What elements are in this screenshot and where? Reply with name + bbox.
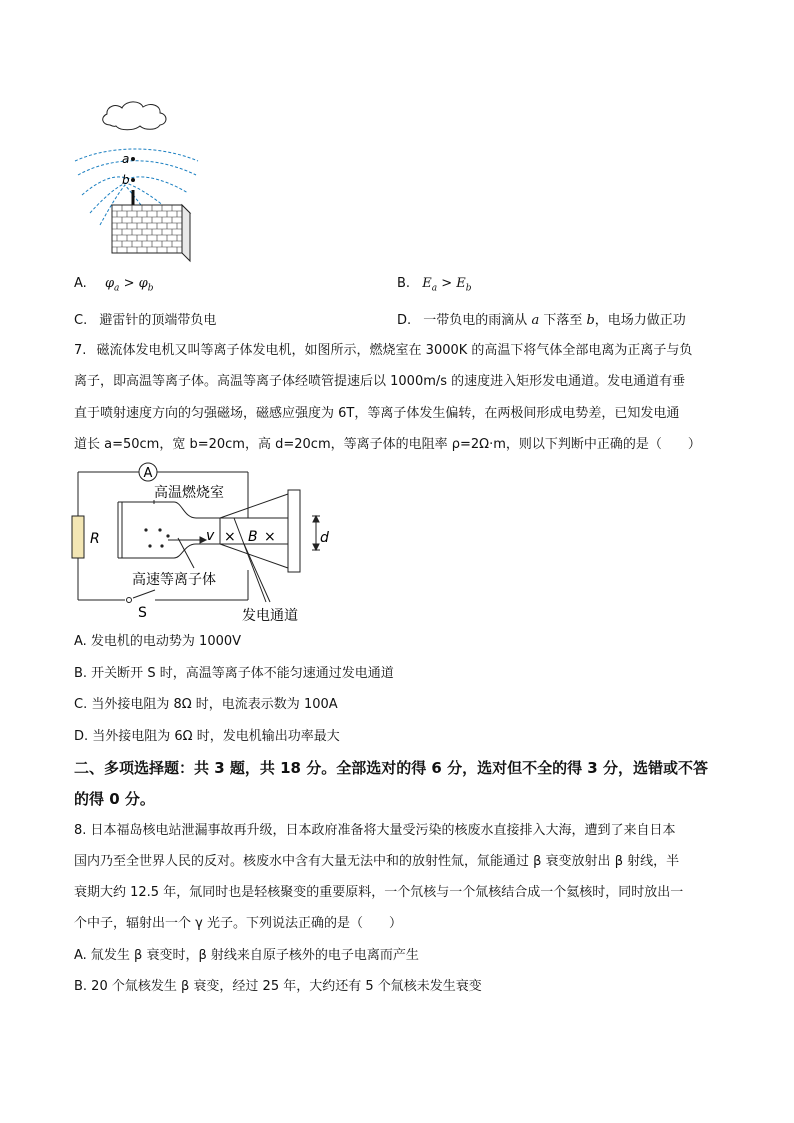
plasma-particles (144, 528, 169, 547)
option-text: 避雷针的顶端带负电 (99, 313, 217, 328)
ammeter-label: A (143, 466, 153, 481)
subscript: a (114, 283, 120, 294)
q7-line-3: 直于喷射速度方向的匀强磁场，磁感应强度为 6T，等离子体发生偏转，在两极间形成电势差，已知发电通 (74, 406, 680, 421)
height-label: d (320, 530, 329, 546)
section-heading-line: 二、多项选择题：共 3 题，共 18 分。全部选对的得 6 分，选对但不全的得 3 分，选错或不答 (74, 759, 708, 777)
phi-symbol: φ (138, 276, 148, 291)
field-cross: × (224, 529, 236, 545)
field-cross: × (264, 529, 276, 545)
subscript: b (465, 283, 472, 294)
switch-label: S (138, 605, 147, 621)
greater-than: > (441, 276, 453, 291)
label-b: b (122, 173, 130, 187)
option-key: B. (397, 276, 411, 291)
q7-line-2: 离子，即高温等离子体。高温等离子体经喷管提速后以 1000m/s 的速度进入矩形发电通道。发电通道有垂 (74, 374, 686, 389)
section-heading-line: 的得 0 分。 (74, 790, 155, 808)
q8-line-2: 国内乃至全世界人民的反对。核废水中含有大量无法中和的放射性氚，氚能通过 β 衰变放射出 β 射线，半 (74, 854, 680, 869)
chamber-label: 高温燃烧室 (154, 485, 224, 501)
option-text: 下落至 (539, 313, 587, 328)
field-label: B (248, 529, 258, 545)
q7-line-1 (74, 341, 692, 361)
q7-option-c[interactable]: C. 当外接电阻为 8Ω 时，电流表示数为 100A (74, 697, 338, 712)
q6-option-a[interactable] (74, 274, 153, 299)
combustion-chamber (118, 502, 220, 558)
velocity-label: v (206, 528, 215, 544)
q7-option-b[interactable]: B. 开关断开 S 时，高温等离子体不能匀速通过发电通道 (74, 666, 394, 681)
q8-option-a[interactable]: A. 氚发生 β 衰变时，β 射线来自原子核外的电子电离而产生 (74, 948, 419, 963)
cloud-icon (103, 102, 166, 130)
resistor-label: R (90, 531, 100, 547)
plasma-leader (178, 538, 194, 568)
question-number: 7. (74, 343, 87, 358)
q8-option-b[interactable]: B. 20 个氚核发生 β 衰变，经过 25 年，大约还有 5 个氚核未发生衰变 (74, 979, 482, 994)
option-text: 一带负电的雨滴从 (423, 313, 532, 328)
point-b (131, 178, 135, 182)
q8-line-4: 个中子，辐射出一个 γ 光子。下列说法正确的是（ ） (74, 916, 402, 931)
q8-line-3: 衰期大约 12.5 年，氚同时也是轻核聚变的重要原料，一个氘核与一个氚核结合成一个氦核时，同时放出一 (74, 885, 684, 900)
point-a (131, 157, 135, 161)
e-symbol: E (456, 276, 466, 291)
q6-option-c[interactable] (74, 311, 216, 331)
option-key: D. (397, 313, 412, 328)
option-text: ，电场力做正功 (594, 313, 686, 328)
phi-symbol: φ (104, 276, 115, 291)
height-arrow (312, 516, 320, 550)
option-key: C. (74, 313, 88, 328)
q7-option-d[interactable]: D. 当外接电阻为 6Ω 时，发电机输出功率最大 (74, 729, 340, 744)
brick-building (112, 205, 190, 261)
e-symbol: E (422, 276, 432, 291)
q8-line-1: 8. 日本福岛核电站泄漏事故再升级，日本政府准备将大量受污染的核废水直接排入大海，遭到了来自日本 (74, 823, 676, 838)
q6-option-b[interactable] (397, 274, 472, 299)
subscript: a (431, 283, 438, 294)
q6-option-d[interactable] (397, 311, 686, 331)
velocity-arrow (168, 537, 206, 543)
var-a: a (531, 313, 540, 328)
subscript: b (147, 283, 154, 294)
section-2-heading (74, 753, 734, 815)
greater-than: > (123, 276, 135, 291)
q7-option-a[interactable]: A. 发电机的电动势为 1000V (74, 634, 242, 649)
mhd-generator-figure (70, 460, 350, 630)
switch-contact (127, 598, 132, 603)
label-a: a (122, 152, 130, 166)
resistor (72, 516, 84, 558)
var-b: b (586, 313, 595, 328)
lightning-rod-figure (70, 95, 210, 265)
plasma-label: 高速等离子体 (132, 572, 216, 588)
option-key: A. (74, 276, 87, 291)
channel-label: 发电通道 (242, 608, 298, 624)
q7-line-4: 道长 a=50cm，宽 b=20cm，高 d=20cm，等离子体的电阻率 ρ=2Ω·m，则以下判断中正确的是（ ） (74, 437, 701, 452)
question-text: 磁流体发电机又叫等离子体发电机，如图所示，燃烧室在 3000K 的高温下将气体全部电离为正离子与负 (96, 343, 693, 358)
